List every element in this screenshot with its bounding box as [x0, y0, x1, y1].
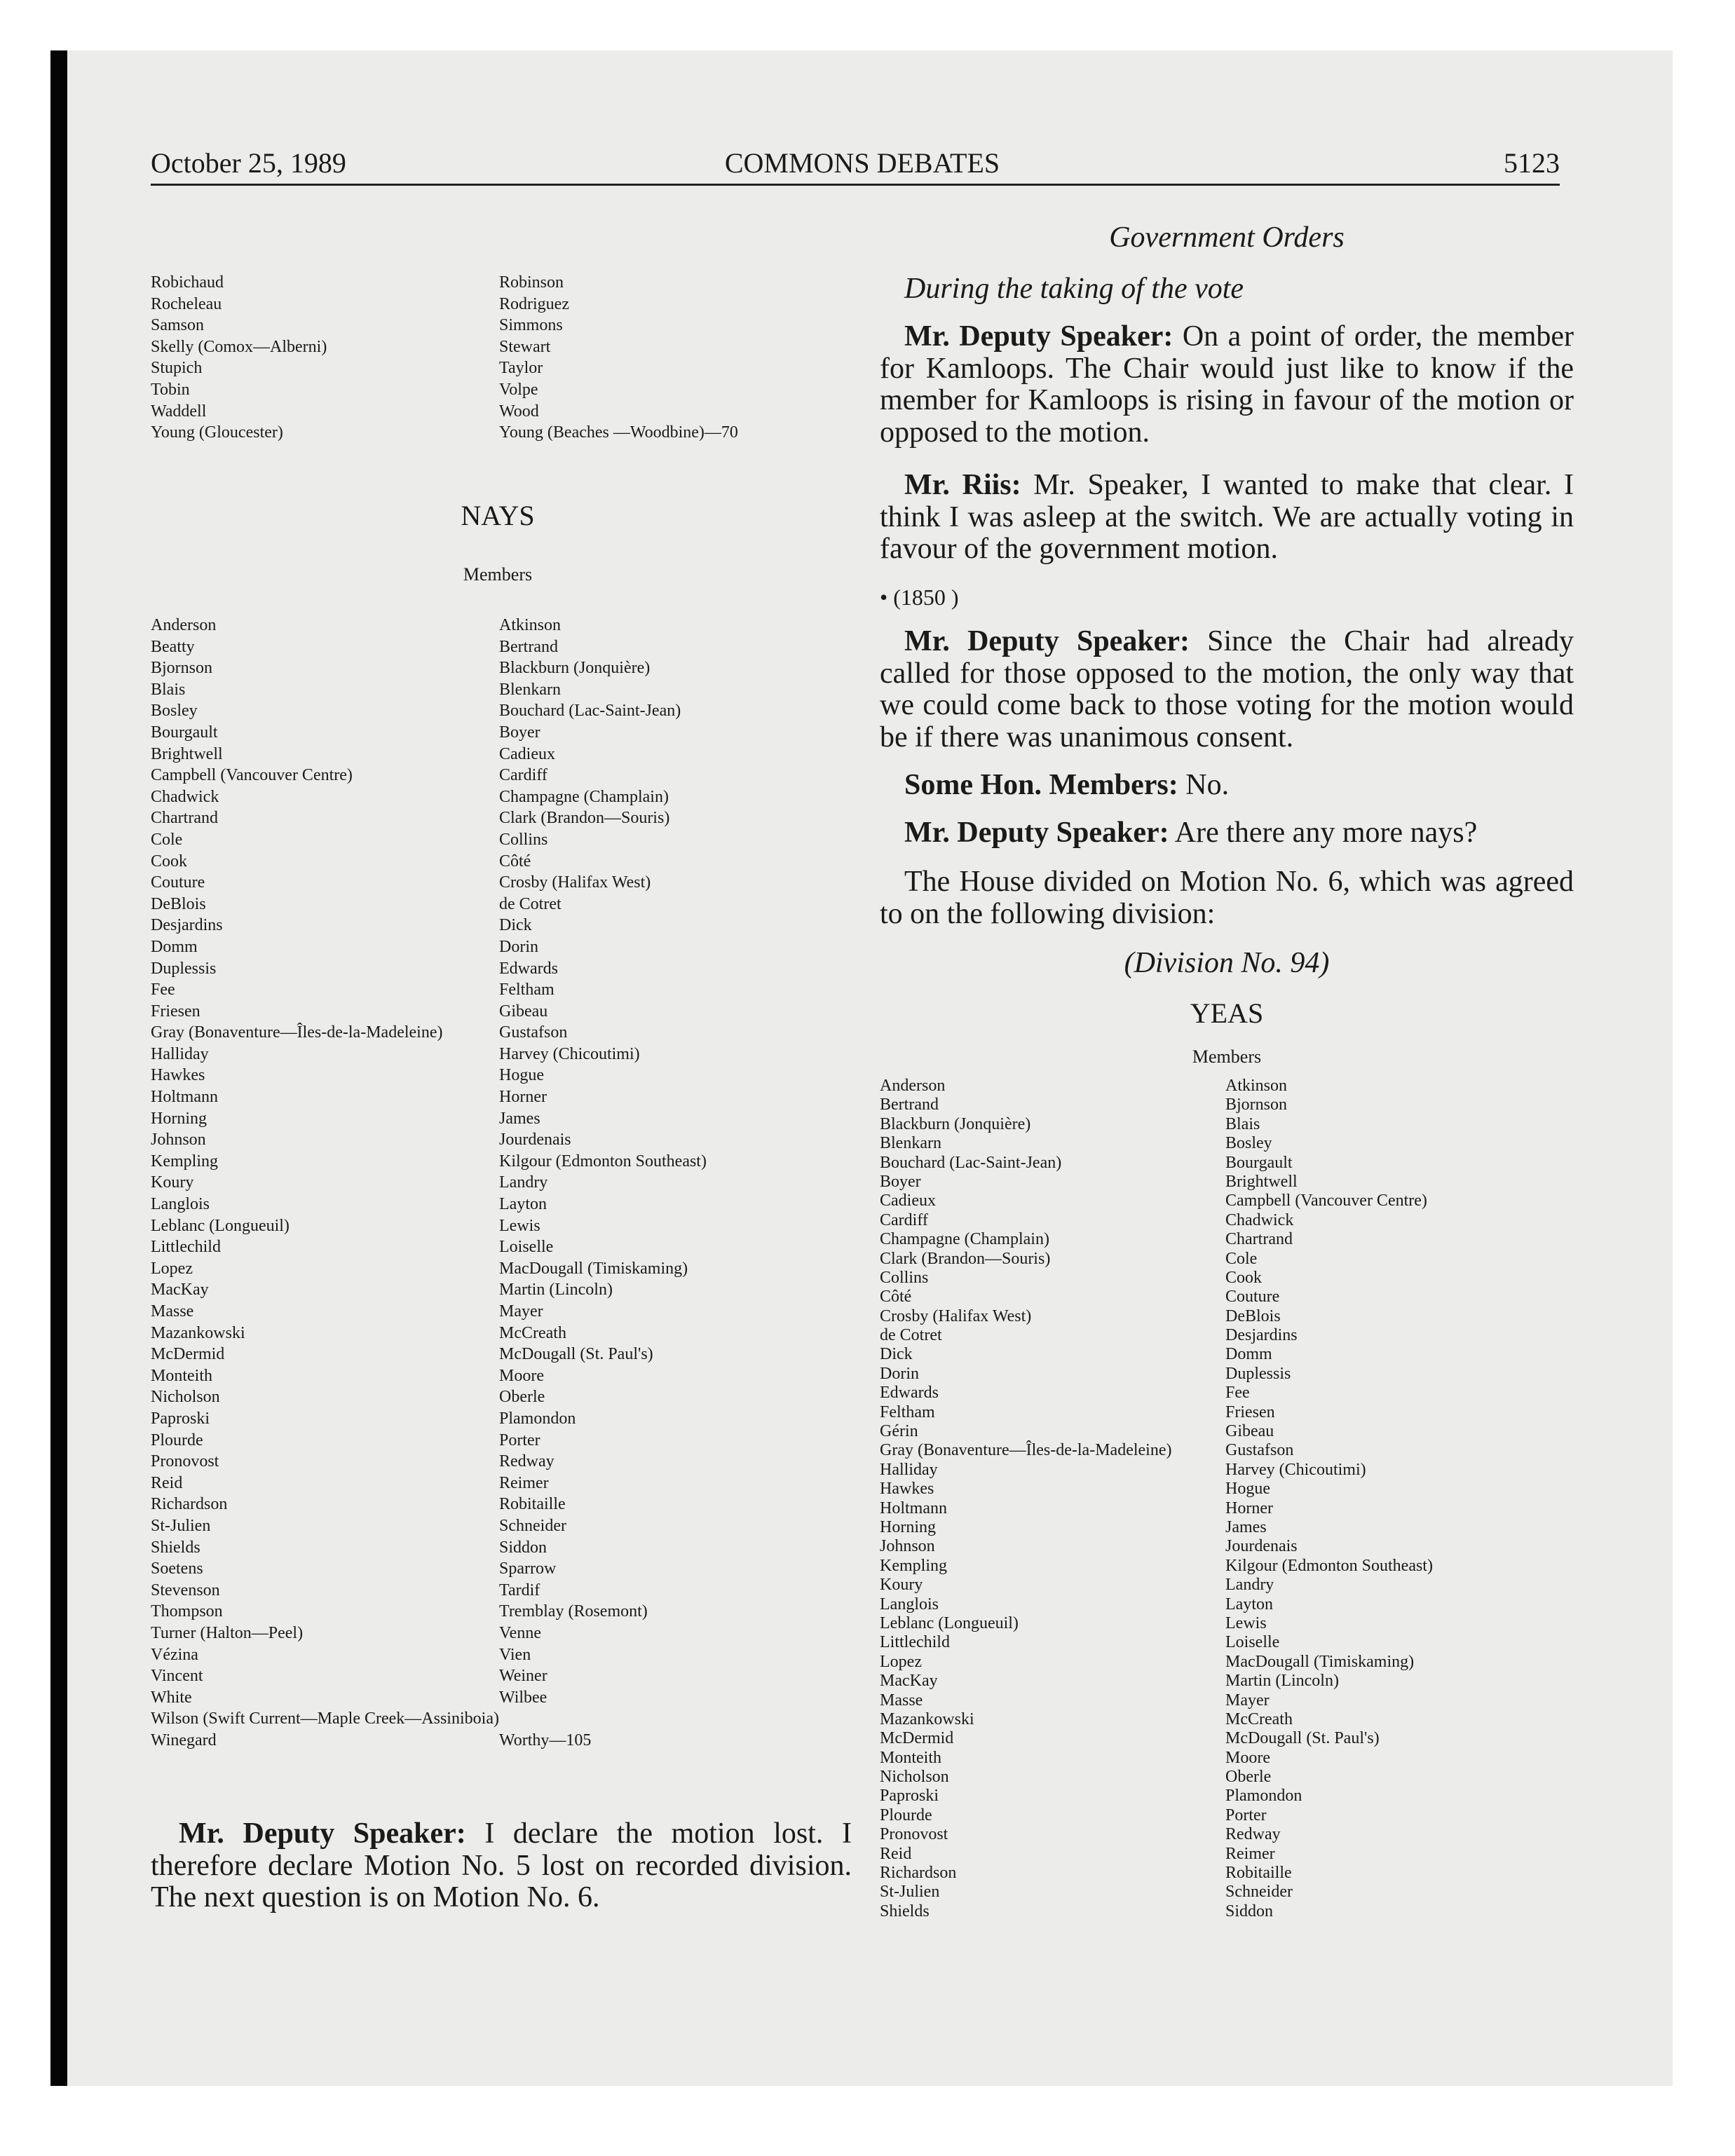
member-name: Schneider: [499, 1516, 566, 1535]
member-name: Venne: [499, 1623, 541, 1642]
member-name: Lewis: [1225, 1613, 1267, 1632]
member-name: Bouchard (Lac-Saint-Jean): [499, 702, 681, 721]
member-name: Atkinson: [499, 616, 562, 634]
member-name: Fee: [151, 981, 175, 999]
member-name: Cadieux: [880, 1192, 936, 1210]
header-page-number: 5123: [1504, 147, 1560, 179]
member-name: Redway: [499, 1452, 554, 1471]
member-name: Beatty: [151, 637, 195, 656]
member-name: Nicholson: [880, 1768, 949, 1787]
division-label: (Division No. 94): [1124, 947, 1330, 979]
member-name: Rocheleau: [151, 294, 222, 313]
member-name: Reid: [880, 1844, 912, 1863]
member-name: Campbell (Vancouver Centre): [1225, 1192, 1427, 1210]
member-name: Feltham: [499, 981, 554, 999]
member-name: Horning: [151, 1109, 207, 1128]
member-name: Thompson: [151, 1602, 223, 1621]
member-name: MacDougall (Timiskaming): [1225, 1652, 1415, 1671]
member-name: Weiner: [499, 1667, 547, 1686]
member-name: Friesen: [151, 1002, 200, 1021]
speaker-label: Mr. Deputy Speaker:: [904, 320, 1173, 353]
member-name: Redway: [1225, 1825, 1281, 1844]
yeas-col2: [1225, 1077, 1433, 1921]
member-name: Littlechild: [151, 1238, 221, 1257]
member-name: Leblanc (Longueuil): [151, 1216, 290, 1235]
member-name: Wood: [499, 402, 539, 421]
member-name: Boyer: [880, 1172, 921, 1191]
nays-col1: [151, 615, 499, 1751]
member-name: McDougall (St. Paul's): [1225, 1729, 1380, 1748]
member-name: Kilgour (Edmonton Southeast): [499, 1152, 707, 1171]
member-name: Anderson: [151, 616, 217, 634]
member-name: Moore: [499, 1366, 544, 1385]
member-name: Pronovost: [151, 1452, 219, 1471]
paragraph-5: [880, 817, 1574, 850]
member-name: Volpe: [499, 380, 538, 399]
member-name: Gustafson: [499, 1023, 568, 1042]
member-name: Jourdenais: [1225, 1537, 1298, 1556]
member-name: Tobin: [151, 380, 190, 399]
member-name: James: [1225, 1517, 1267, 1536]
member-name: Lewis: [499, 1216, 540, 1235]
member-name: Landry: [1225, 1576, 1274, 1595]
member-name: Cole: [1225, 1249, 1258, 1268]
member-name: Jourdenais: [499, 1131, 571, 1149]
header-rule: [151, 184, 1560, 186]
member-name: Plamondon: [1225, 1787, 1302, 1806]
member-name: Horner: [1225, 1499, 1273, 1517]
nays-col2: [499, 615, 707, 1751]
member-name: Johnson: [880, 1537, 935, 1556]
member-name: Chartrand: [151, 809, 218, 828]
member-name: Kempling: [151, 1152, 218, 1171]
member-name: Young (Gloucester): [151, 423, 283, 442]
member-name: Brightwell: [1225, 1172, 1298, 1191]
member-name: Winegard: [151, 1731, 217, 1749]
member-name: Koury: [151, 1173, 194, 1192]
member-name: Halliday: [151, 1044, 209, 1063]
member-name: Siddon: [1225, 1902, 1274, 1920]
member-name: Shields: [151, 1538, 200, 1557]
member-name: Oberle: [499, 1388, 545, 1407]
member-name: Chadwick: [1225, 1210, 1294, 1229]
member-name: Côté: [880, 1288, 912, 1306]
member-name: Wilson (Swift Current—Maple Creek—Assiniboia): [151, 1710, 499, 1728]
member-name: Blackburn (Jonquière): [880, 1114, 1031, 1133]
member-name: Bourgault: [1225, 1153, 1293, 1172]
paragraph-2-text: Mr. Speaker, I wanted to make that clear. I think I was asleep at the switch. We are actually voting in favour of the government motion.: [880, 469, 1574, 565]
member-name: Dick: [880, 1345, 913, 1364]
member-name: Lopez: [880, 1652, 922, 1671]
member-name: Atkinson: [1225, 1077, 1288, 1095]
member-name: Brightwell: [151, 744, 223, 763]
member-name: Waddell: [151, 402, 207, 421]
member-name: Landry: [499, 1173, 548, 1192]
member-name: Hawkes: [880, 1480, 934, 1499]
member-name: Cardiff: [880, 1210, 928, 1229]
member-name: Wilbee: [499, 1688, 547, 1707]
member-name: Robinson: [499, 273, 564, 292]
member-name: Porter: [1225, 1806, 1267, 1824]
member-name: Blackburn (Jonquière): [499, 659, 651, 678]
member-name: Hogue: [1225, 1480, 1270, 1499]
member-name: Martin (Lincoln): [1225, 1672, 1339, 1691]
paragraph-4-text: No.: [1178, 769, 1230, 801]
member-name: Blais: [1225, 1114, 1260, 1133]
member-name: McDermid: [151, 1345, 225, 1364]
speaker-label: Mr. Deputy Speaker:: [904, 625, 1190, 657]
member-name: Bosley: [1225, 1134, 1272, 1153]
member-name: Duplessis: [151, 959, 217, 978]
member-name: Kempling: [880, 1556, 947, 1575]
member-name: Robichaud: [151, 273, 224, 292]
member-name: Bourgault: [151, 723, 218, 742]
member-name: Côté: [499, 852, 531, 871]
member-name: Samson: [151, 316, 205, 335]
member-name: Schneider: [1225, 1883, 1293, 1902]
during-vote-label: During the taking of the vote: [904, 273, 1244, 305]
paragraph-1-text: On a point of order, the member for Kamloops. The Chair would just like to know if the member for Kamloops is rising in favour of the motion or opposed to the motion.: [880, 320, 1574, 449]
member-name: Littlechild: [880, 1633, 950, 1652]
member-name: Siddon: [499, 1538, 547, 1557]
paragraph-1: [880, 321, 1574, 449]
member-name: Clark (Brandon—Souris): [880, 1249, 1051, 1268]
member-name: Cole: [151, 830, 183, 849]
member-name: Edwards: [499, 959, 558, 978]
member-name: Hawkes: [151, 1066, 205, 1085]
member-name: Cook: [151, 852, 188, 871]
member-name: Crosby (Halifax West): [880, 1306, 1032, 1325]
member-name: Desjardins: [1225, 1326, 1298, 1345]
yeas-continued-col1: [151, 272, 327, 444]
member-name: Gibeau: [1225, 1422, 1274, 1441]
member-name: MacKay: [151, 1281, 209, 1299]
member-name: Halliday: [880, 1460, 938, 1479]
member-name: Shields: [880, 1902, 930, 1920]
member-name: Collins: [880, 1268, 929, 1287]
member-name: Clark (Brandon—Souris): [499, 809, 670, 828]
member-name: Horning: [880, 1517, 936, 1536]
member-name: White: [151, 1688, 192, 1707]
member-name: MacDougall (Timiskaming): [499, 1259, 688, 1278]
member-name: Leblanc (Longueuil): [880, 1613, 1019, 1632]
member-name: Champagne (Champlain): [499, 787, 669, 806]
member-name: Blenkarn: [880, 1134, 941, 1153]
member-name: Gibeau: [499, 1002, 548, 1021]
member-name: Gérin: [880, 1422, 918, 1441]
member-name: Langlois: [880, 1595, 939, 1613]
paragraph-5-text: Are there any more nays?: [1169, 817, 1478, 849]
member-name: Mayer: [1225, 1691, 1270, 1710]
member-name: Stewart: [499, 337, 551, 356]
member-name: Loiselle: [1225, 1633, 1280, 1652]
member-name: Edwards: [880, 1384, 939, 1403]
member-name: Bertrand: [499, 637, 558, 656]
paragraph-3: [880, 626, 1574, 753]
member-name: McDougall (St. Paul's): [499, 1345, 653, 1364]
nays-heading: NAYS: [461, 500, 535, 531]
member-name: Crosby (Halifax West): [499, 873, 651, 892]
member-name: Couture: [1225, 1288, 1280, 1306]
member-name: Mayer: [499, 1302, 543, 1321]
member-name: Anderson: [880, 1077, 946, 1095]
member-name: Koury: [880, 1576, 923, 1595]
member-name: Bertrand: [880, 1096, 939, 1114]
member-name: Vézina: [151, 1645, 198, 1664]
member-name: Moore: [1225, 1748, 1270, 1767]
member-name: de Cotret: [499, 894, 562, 913]
member-name: Bjornson: [151, 659, 213, 678]
paragraph-3-text: Since the Chair had already called for those opposed to the motion, the only way that we could come back to those voting for the motion would be if there was unanimous consent.: [880, 625, 1574, 753]
member-name: Worthy—105: [499, 1731, 592, 1749]
scan-left-edge: [50, 50, 67, 2086]
member-name: Desjardins: [151, 916, 223, 935]
member-name: Gray (Bonaventure—Îles-de-la-Madeleine): [151, 1023, 443, 1042]
member-name: Vien: [499, 1645, 531, 1664]
nays-members-label: Members: [463, 564, 533, 585]
member-name: Friesen: [1225, 1403, 1275, 1421]
speaker-label: Mr. Riis:: [904, 469, 1021, 501]
member-name: Boyer: [499, 723, 540, 742]
member-name: Loiselle: [499, 1238, 554, 1257]
header-date: October 25, 1989: [151, 147, 346, 179]
member-name: Richardson: [151, 1495, 228, 1514]
member-name: Soetens: [151, 1560, 203, 1578]
member-name: Blenkarn: [499, 680, 561, 699]
member-name: Horner: [499, 1088, 547, 1107]
member-name: Plourde: [151, 1431, 203, 1449]
member-name: Martin (Lincoln): [499, 1281, 613, 1299]
member-name: Gustafson: [1225, 1441, 1294, 1460]
paragraph-6: The House divided on Motion No. 6, which was agreed to on the following division:: [880, 866, 1574, 930]
member-name: Cardiff: [499, 766, 547, 785]
member-name: Hogue: [499, 1066, 544, 1085]
member-name: Sparrow: [499, 1560, 557, 1578]
member-name: Rodriguez: [499, 294, 569, 313]
member-name: Dorin: [880, 1364, 919, 1383]
member-name: Holtmann: [880, 1499, 947, 1517]
member-name: DeBlois: [151, 894, 206, 913]
member-name: Paproski: [880, 1787, 939, 1806]
yeas-col1: [880, 1077, 1171, 1921]
member-name: James: [499, 1109, 540, 1128]
speaker-label: Mr. Deputy Speaker:: [904, 817, 1169, 849]
closing-paragraph: [151, 1818, 852, 1914]
member-name: Dorin: [499, 937, 538, 956]
member-name: Bosley: [151, 702, 198, 721]
member-name: Masse: [151, 1302, 194, 1321]
paragraph-2: [880, 470, 1574, 566]
member-name: Layton: [1225, 1595, 1273, 1613]
member-name: Chartrand: [1225, 1230, 1293, 1249]
member-name: Richardson: [880, 1864, 957, 1883]
member-name: McDermid: [880, 1729, 954, 1748]
member-name: Monteith: [151, 1366, 212, 1385]
member-name: Turner (Halton—Peel): [151, 1623, 304, 1642]
member-name: Vincent: [151, 1667, 203, 1686]
member-name: Cook: [1225, 1268, 1263, 1287]
member-name: Plamondon: [499, 1409, 576, 1428]
member-name: Pronovost: [880, 1825, 948, 1844]
member-name: Layton: [499, 1195, 547, 1214]
member-name: Johnson: [151, 1131, 206, 1149]
member-name: Stupich: [151, 359, 203, 378]
member-name: Harvey (Chicoutimi): [499, 1044, 640, 1063]
time-marker: • (1850 ): [880, 585, 959, 610]
member-name: Monteith: [880, 1748, 941, 1767]
member-name: Tardif: [499, 1581, 540, 1599]
member-name: Chadwick: [151, 787, 219, 806]
member-name: Reimer: [1225, 1844, 1275, 1863]
member-name: Harvey (Chicoutimi): [1225, 1460, 1366, 1479]
member-name: Dick: [499, 916, 532, 935]
member-name: Langlois: [151, 1195, 210, 1214]
member-name: Nicholson: [151, 1388, 220, 1407]
member-name: Fee: [1225, 1384, 1250, 1403]
member-name: Cadieux: [499, 744, 555, 763]
member-name: DeBlois: [1225, 1306, 1281, 1325]
closing-text: I declare the motion lost. I therefore declare Motion No. 5 lost on recorded division. The next question is on Motion No. 6.: [151, 1817, 852, 1913]
member-name: Holtmann: [151, 1088, 218, 1107]
yeas-continued-col2: [499, 272, 738, 444]
paragraph-4: [880, 770, 1574, 802]
member-name: Young (Beaches —Woodbine)—70: [499, 423, 738, 442]
speaker-label: Some Hon. Members:: [904, 769, 1178, 801]
member-name: Stevenson: [151, 1581, 220, 1599]
member-name: [499, 1708, 707, 1730]
member-name: Porter: [499, 1431, 540, 1449]
member-name: Mazankowski: [880, 1710, 974, 1728]
member-name: Robitaille: [499, 1495, 566, 1514]
member-name: Kilgour (Edmonton Southeast): [1225, 1556, 1433, 1575]
member-name: Taylor: [499, 359, 543, 378]
member-name: MacKay: [880, 1672, 938, 1691]
member-name: Robitaille: [1225, 1864, 1292, 1883]
header-title: COMMONS DEBATES: [724, 147, 1000, 179]
member-name: Gray (Bonaventure—Îles-de-la-Madeleine): [880, 1441, 1172, 1460]
yeas-members-label: Members: [1192, 1046, 1262, 1067]
member-name: Simmons: [499, 316, 563, 335]
member-name: Lopez: [151, 1259, 193, 1278]
member-name: Masse: [880, 1691, 923, 1710]
member-name: Oberle: [1225, 1768, 1272, 1787]
member-name: Reimer: [499, 1473, 549, 1492]
member-name: de Cotret: [880, 1326, 942, 1345]
member-name: McCreath: [499, 1323, 566, 1342]
section-title: Government Orders: [1109, 221, 1345, 254]
member-name: Collins: [499, 830, 548, 849]
member-name: Bjornson: [1225, 1096, 1288, 1114]
member-name: Campbell (Vancouver Centre): [151, 766, 353, 785]
member-name: Blais: [151, 680, 186, 699]
member-name: Couture: [151, 873, 205, 892]
member-name: Plourde: [880, 1806, 932, 1824]
yeas-heading: YEAS: [1190, 997, 1264, 1029]
member-name: Domm: [151, 937, 198, 956]
member-name: St-Julien: [880, 1883, 940, 1902]
member-name: McCreath: [1225, 1710, 1293, 1728]
member-name: Mazankowski: [151, 1323, 245, 1342]
member-name: Bouchard (Lac-Saint-Jean): [880, 1153, 1062, 1172]
member-name: Skelly (Comox—Alberni): [151, 337, 327, 356]
member-name: Domm: [1225, 1345, 1272, 1364]
member-name: Tremblay (Rosemont): [499, 1602, 648, 1621]
member-name: Reid: [151, 1473, 183, 1492]
member-name: Feltham: [880, 1403, 935, 1421]
member-name: Duplessis: [1225, 1364, 1291, 1383]
member-name: St-Julien: [151, 1516, 211, 1535]
member-name: Champagne (Champlain): [880, 1230, 1049, 1249]
member-name: Paproski: [151, 1409, 210, 1428]
speaker-label: Mr. Deputy Speaker:: [179, 1817, 466, 1850]
